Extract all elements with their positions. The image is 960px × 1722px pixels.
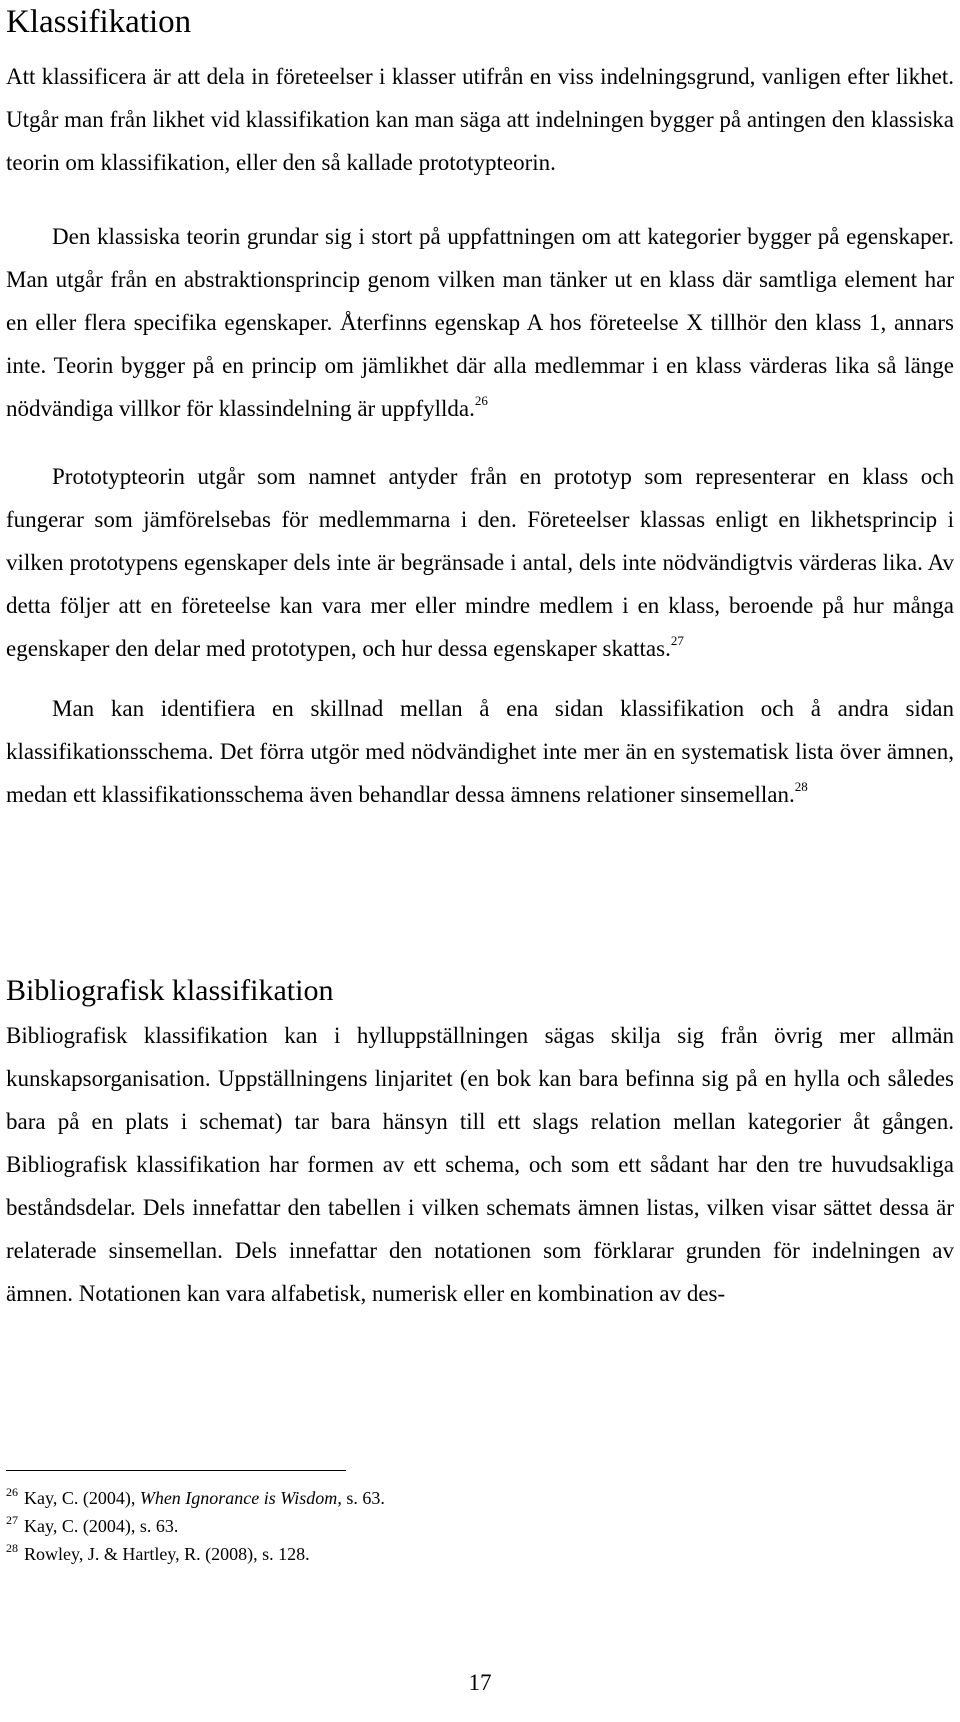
paragraph xyxy=(6,215,954,430)
paragraph xyxy=(6,1014,954,1315)
paragraph-text: Prototypteorin utgår som namnet antyder från en prototyp som representerar en klass och fungerar som jämförelsebas för medlemmarna i den. Företeelser klassas enligt en likhetsprincip i vilken prototypens egenskaper dels inte är begränsade i antal, dels inte nödvändigtvis värderas lika. Av detta följer att en företeelse kan vara mer eller mindre medlem i en klass, beroende på hur många egenskaper den delar med prototypen, och hur dessa egenskaper skattas. xyxy=(6,464,954,661)
paragraph xyxy=(6,55,954,184)
footnote-reference[interactable]: 26 xyxy=(474,393,488,408)
footnote-number: 28 xyxy=(6,1541,18,1555)
footnote-number: 27 xyxy=(6,1513,18,1527)
footnote-book-title: When Ignorance is Wisdom xyxy=(139,1488,338,1508)
paragraph-text: Bibliografisk klassifikation kan i hylluppställningen sägas skilja sig från övrig mer allmän kunskapsorganisation. Uppställningens linjaritet (en bok kan bara befinna sig på en hylla och således bara på en plats i schemat) tar bara hänsyn till ett slags relation mellan kategorier åt gången. Bibliografisk klassifikation har formen av ett schema, och som ett sådant har den tre huvudsakliga beståndsdelar. Dels innefattar den tabellen i vilken schemats ämnen listas, vilken visar sättet dessa är relaterade sinsemellan. Dels innefattar den notationen som förklarar grunden för indelningen av ämnen. Notationen kan vara alfabetisk, numerisk eller en kombination av des- xyxy=(6,1023,954,1306)
page-number: 17 xyxy=(468,1670,492,1695)
paragraph-text: Att klassificera är att dela in företeelser i klasser utifrån en viss indelningsgrund, vanligen efter likhet. Utgår man från likhet vid klassifikation kan man säga att indelningen bygger på antingen den klassiska teorin om klassifikation, eller den så kallade prototypteorin. xyxy=(6,64,954,175)
section-heading-bibliografisk-klassifikation: Bibliografisk klassifikation xyxy=(6,974,334,1007)
footnote-text: Kay, C. (2004), xyxy=(24,1488,140,1508)
footnote-text: Rowley, J. & Hartley, R. (2008), s. 128. xyxy=(24,1544,310,1564)
footnote-number: 26 xyxy=(6,1485,18,1499)
footnote-text: , s. 63. xyxy=(337,1488,385,1508)
paragraph-text: Man kan identifiera en skillnad mellan å ena sidan klassifikation och å andra sidan klassifikationsschema. Det förra utgör med nödvändighet inte mer än en systematisk lista över ämnen, medan ett klassifikationsschema även behandlar dessa ämnens relationer sinsemellan. xyxy=(6,696,954,807)
footnote xyxy=(6,1484,385,1512)
paragraph-text: Den klassiska teorin grundar sig i stort på uppfattningen om att kategorier bygger på egenskaper. Man utgår från en abstraktionsprincip genom vilken man tänker ut en klass där samtliga element har en eller flera specifika egenskaper. Återfinns egenskap A hos företeelse X tillhör den klass 1, annars inte. Teorin bygger på en princip om jämlikhet där alla medlemmar i en klass värderas lika så länge nödvändiga villkor för klassindelning är uppfyllda. xyxy=(6,224,954,421)
footnote-text: Kay, C. (2004), s. 63. xyxy=(24,1516,179,1536)
footnote-divider xyxy=(6,1470,346,1471)
footnote-reference[interactable]: 28 xyxy=(794,779,808,794)
footnote-reference[interactable]: 27 xyxy=(670,633,684,648)
footnote xyxy=(6,1540,385,1568)
section-heading-klassifikation: Klassifikation xyxy=(6,4,192,40)
paragraph xyxy=(6,455,954,670)
paragraph xyxy=(6,687,954,816)
footnotes-list xyxy=(6,1484,385,1568)
footnote xyxy=(6,1512,385,1540)
document-page xyxy=(6,0,954,1722)
